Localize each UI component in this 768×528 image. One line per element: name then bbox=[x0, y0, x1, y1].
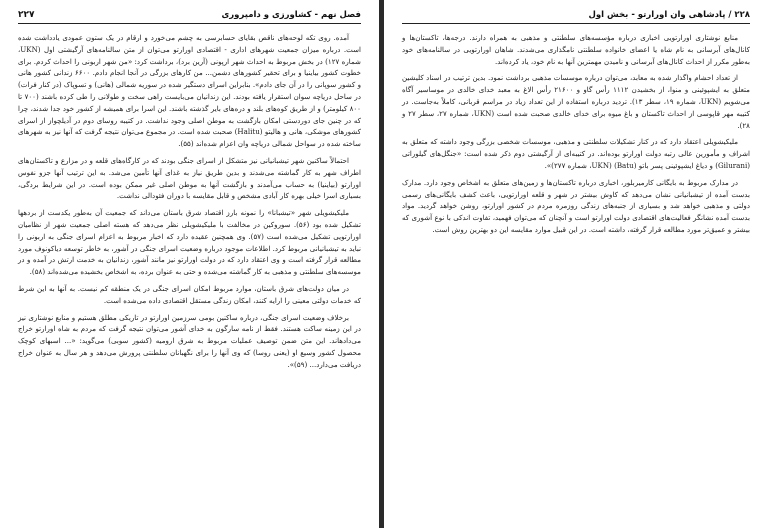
paragraph: ملیکیشویلی شهر «تیشبانا» را نمونه بارز اقتصاد شرق باستان می‌داند که جمعیت آن به‌طور یکدست از بردهها تشکیل شده بود (۵۶). سوروکین در مخالفت با ملیکیشویلی نظر می‌دهد که هسته اصلی جمعیت شهر از نظامیان اورارتویی تشکیل می‌شده است (۵۷). وی همچنین عقیده دارد که اخبار مربوط به اعزام اسرای جنگی به اربونی را نباید به تیشبانیانی مربوط کرد. اطلاعات موجود درباره وضعیت اسرای جنگی در آشور، به خاطر توسعه دیاکونوف مورد مطالعه قرار گرفته است و وی اعتقاد دارد که در دولت اورارتو نیز مانند آشور، زندانیان به خدمت ارتش در آمده و در موسسه‌های سلطنتی و مذهبی به کار گماشته می‌شده و حتی به عنوان برده، به اشخاص بخشیده می‌شده‌اند (۵۸). bbox=[18, 208, 361, 277]
paragraph: احتمالاً ساکنین شهر تیشبانیانی نیز متشکل از اسرای جنگی بودند که در کارگاه‌های قلعه و در مزارع و تاکستان‌های اطراف شهر به کار گماشته می‌شدند و بدین طریق نیاز به غذای آنها تأمین می‌شد. به این ترتیب آنها جزو نفوس اورارتو (بیاینیا) به حساب می‌آمدند و بازگشت آنها به موطن اصلی غیر ممکن بوده است. در این شرایط بردگی، بسیاری اسرا خیلی بهره کار آبادی مشخص و قابل مقایسه با دوران فئودالی نداشت. bbox=[18, 155, 361, 201]
paragraph: منابع نوشتاری اورارتویی اخباری درباره مؤسسه‌های سلطنتی و مذهبی به همراه دارند. درجه‌ها، تاکستان‌ها و کانال‌های آبرسانی به نام شاه یا اعضای خانواده سلطنتی نامگذاری می‌شدند. شاهان اورارتویی در سالنامه‌های خود به‌طور مکرر از احداث کانال‌های آبرسانی و نامیدن مهمترین آنها به نام خود، یاد کرده‌اند. bbox=[402, 33, 750, 66]
left-page-body bbox=[18, 32, 361, 371]
paragraph: از تعداد احشام واگذار شده به معابد، می‌توان درباره موسسات مذهبی برداشت نمود. بدین ترتیب در اسناد کلیشین متعلق به ایشپوئینی و منوا، از بخشیدن ۱۱۱۲ رأس گاو و ۲۱۶۰۰ رأس الاغ به معبد خدای خالدی در موساسیر آگاه می‌شویم (UKN، شماره ۱۹، سطر ۱۳). تردید درباره استفاده از این تعداد زیاد در مراسم قربانی، کاملاً به‌جاست. در کتیبه مهر قاپوسی از احداث تاکستان و باغ میوه برای خدای خالدی صحبت شده است (UKN، شماره ۲۷، سطر ۲۷ و ۲۸). bbox=[402, 73, 750, 130]
paragraph: در مدارک مربوط به بایگانی کارمیربلور، اخباری درباره تاکستان‌ها و زمین‌های متعلق به اشخاص وجود دارد. مدارک بدست آمده از تیشبانیانی نشان می‌دهد که کاوش بیشتر در شهر و قلعه اورارتویی، باعث کشف بایگانی‌های رسمی دولتی و مذهبی خواهد شد و بسیاری از جنبه‌های زندگی روزمره مردم در کشور اورارتو، روشن خواهد گردید. مواد بدست آمده نشانگر فعالیت‌های اقتصادی دولت اورارتو است و آنچنان که می‌توان فهمید، تفاوت اندکی با نوع آشوری که بیشتر و عمیق‌تر مورد مطالعه قرار گرفته، داشته است. در این قبیل موارد مقایسه این دو بهترین روش است. bbox=[402, 177, 750, 234]
left-page bbox=[0, 0, 379, 528]
left-header-title: فصل نهم - کشاورزی و دامپروری bbox=[221, 10, 361, 20]
right-page-header bbox=[402, 10, 750, 24]
left-page-header bbox=[18, 10, 361, 24]
paragraph: در میان دولت‌های شرق باستان، موارد مربوط امکان اسرای جنگی در یک منطقه کم نیست. به آنها به این شرط که خدمات دولتی معینی را ارایه کنند، امکان زندگی مستقل اقتصادی داده می‌شده است. bbox=[18, 283, 361, 305]
right-page-body bbox=[402, 32, 750, 236]
paragraph: آمده. روی تکه لوحه‌های ناقص بقایای حسابرسی به چشم می‌خورد و ارقام در یک ستون عمودی یادداشت شده است. درباره میزان جمعیت شهرهای اداری - اقتصادی اورارتو می‌توان از متن سالنامه‌های آرگیشتی اول (UKN، شماره ۱۲۷) در بخش مربوط به احداث شهر ارپونی (آرین برد)، برداشت کرد: «من شهر اربونی را احداث کردم. برای خطوت کشور بیاینیا و برای تحقیر کشورهای دشمن... من کارهای بزرگی در آنجا انجام دادم. ۶۶۰۰ زندانی کشور هانی و کشور سوپانی را در آن جای دادم». بنابراین اسرای دستگیر شده در سوریه شمالی (هانی) و تسوپاک (در کنار فرات) در ساحل دریاچه سوان استقرار یافته بودند. این زندانیان می‌بایست راهی سخت و طولانی را طی کرده باشند (۷۰۰ تا ۸۰۰ کیلومتر) و از طریق کوه‌های بلند و دره‌های بایر گذشته باشند. این اسرا برای همیشه از کشور خود جدا شدند، چرا که در چنین جای دوردستی امکان بازگشت به موطن اصلی وجود نداشت. در کتیبه روسای دوم در آدیلچواز از اسرای کشورهای موشکی، هانی و هالیتو (Halitu) صحبت شده است. در مجموع می‌توان نتیجه گرفت که آنها نیز به شهرهای ساخته شده در سواحل شمالی دریاچه وان اعزام شده‌اند (۵۵). bbox=[17, 33, 362, 149]
paragraph: برخلاف وضعیت اسرای جنگی، درباره ساکنین بومی سرزمین اورارتو در تاریکی مطلق هستیم و منابع نوشتاری نیز در این زمینه ساکت هستند. فقط از نامه سارگون به خدای آشور می‌توان نتیجه گرفت که مردم به شاه اورارتو خراج می‌دادهاند. این متن ضمن توصیف عملیات مربوط به شرق ارومیه (کشور سوبی) می‌گوید: «... اسبهای کوچک محصول کشور وسیع او (یعنی روسا) که وی آنها را برای نگهبانان سلطنتی پرورش می‌دهد و هر سال به عنوان خراج دریافت می‌دارد... (۵۹)». bbox=[18, 312, 361, 369]
left-page-number: ۲۲۷ bbox=[18, 10, 35, 20]
right-page bbox=[384, 0, 768, 528]
paragraph: ملیکیشویلی اعتقاد دارد که در کنار تشکیلات سلطنتی و مذهبی، موسسات شخصی بزرگی وجود داشته که متعلق به اشراف و مأمورین عالی رتبه دولت اورارتو بوده‌اند. در کتیبه‌ای از آرگیشتی دوم ذکر شده است: «جنگل‌های گیلوراتی (Gilurani) و دیاغ ایشپوئینی پسر باتو (Batu) (UKN، شماره ۲۷۷)». bbox=[402, 137, 750, 170]
right-header-title: ۲۲۸ / پادشاهی وان اورارتو - بخش اول bbox=[588, 10, 750, 20]
